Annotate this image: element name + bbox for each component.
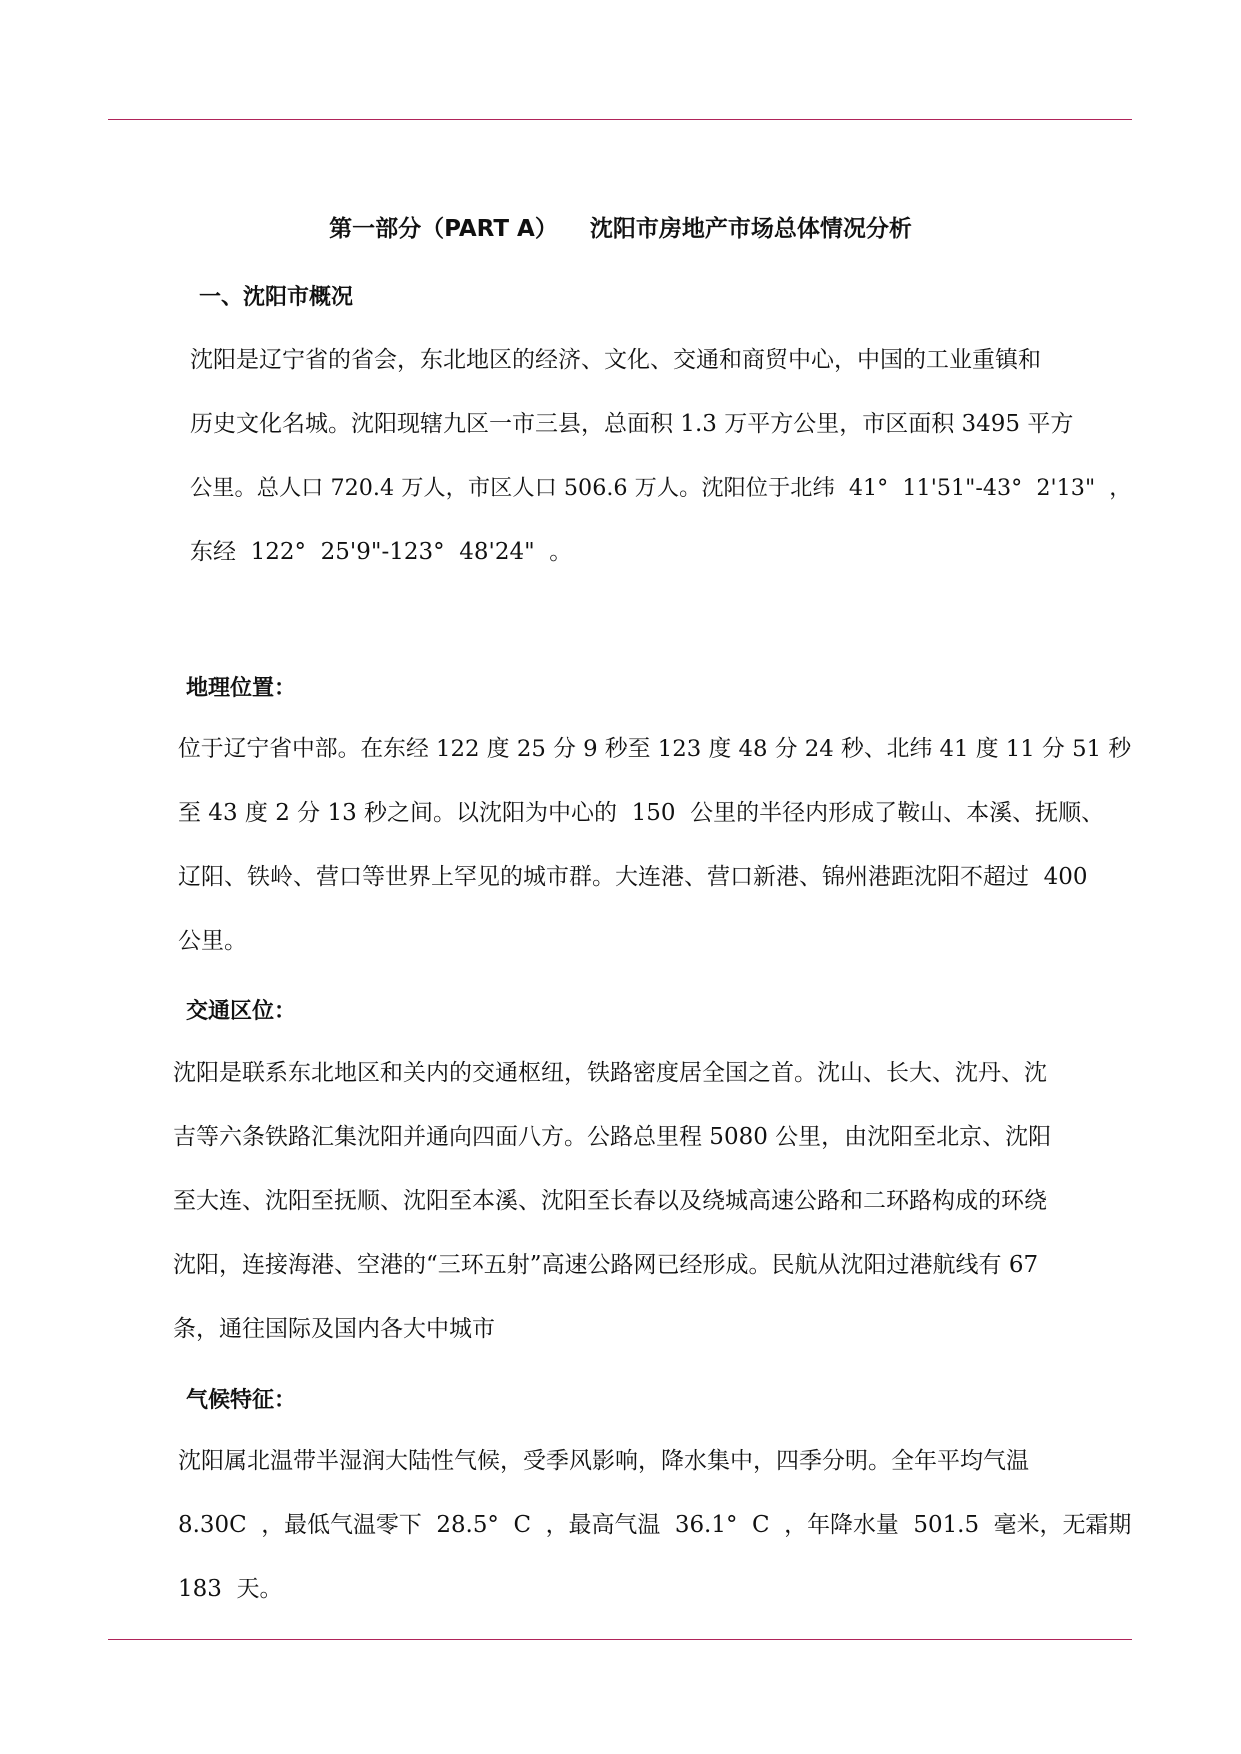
overview-line-1: 沈阳是辽宁省的省会，东北地区的经济、文化、交通和商贸中心，中国的工业重镇和 [190, 347, 1041, 373]
section-heading-overview: 一、沈阳市概况 [199, 285, 354, 310]
section-heading-geo: 地理位置： [186, 676, 297, 701]
page-title: 第一部分（PART A） 沈阳市房地产市场总体情况分析 [329, 216, 912, 242]
traffic-line-2: 吉等六条铁路汇集沈阳并通向四面八方。公路总里程 5080 公里，由沈阳至北京、沈阳 [173, 1124, 1052, 1150]
overview-line-4: 东经 122° 25'9"-123° 48'24" 。 [190, 539, 573, 565]
traffic-line-4: 沈阳，连接海港、空港的“三环五射”高速公路网已经形成。民航从沈阳过港航线有 67 [173, 1252, 1039, 1278]
traffic-line-1: 沈阳是联系东北地区和关内的交通枢纽，铁路密度居全国之首。沈山、长大、沈丹、沈 [173, 1060, 1047, 1086]
climate-line-2: 8.30C ，最低气温零下 28.5° C ，最高气温 36.1° C ，年降水量 501.5 毫米，无霜期 [178, 1512, 1132, 1538]
traffic-line-5: 条，通往国际及国内各大中城市 [173, 1316, 495, 1342]
header-rule [108, 119, 1132, 120]
geo-line-4: 公里。 [178, 928, 247, 954]
geo-line-2: 至 43 度 2 分 13 秒之间。以沈阳为中心的 150 公里的半径内形成了鞍山、本溪、抚顺、 [178, 800, 1105, 826]
footer-rule [108, 1639, 1132, 1640]
overview-line-2: 历史文化名城。沈阳现辖九区一市三县，总面积 1.3 万平方公里，市区面积 3495 平方 [190, 411, 1074, 437]
geo-line-3: 辽阳、铁岭、营口等世界上罕见的城市群。大连港、营口新港、锦州港距沈阳不超过 400 [178, 864, 1088, 890]
section-heading-traffic: 交通区位： [186, 999, 297, 1024]
section-heading-climate: 气候特征： [186, 1388, 297, 1413]
geo-line-1: 位于辽宁省中部。在东经 122 度 25 分 9 秒至 123 度 48 分 24 秒、北纬 41 度 11 分 51 秒 [178, 736, 1132, 762]
climate-line-3: 183 天。 [178, 1576, 283, 1602]
traffic-line-3: 至大连、沈阳至抚顺、沈阳至本溪、沈阳至长春以及绕城高速公路和二环路构成的环绕 [173, 1188, 1047, 1214]
overview-line-3: 公里。总人口 720.4 万人，市区人口 506.6 万人。沈阳位于北纬 41° 11'51"-43° 2'13" ， [190, 475, 1132, 501]
climate-line-1: 沈阳属北温带半湿润大陆性气候，受季风影响，降水集中，四季分明。全年平均气温 [178, 1448, 1029, 1474]
